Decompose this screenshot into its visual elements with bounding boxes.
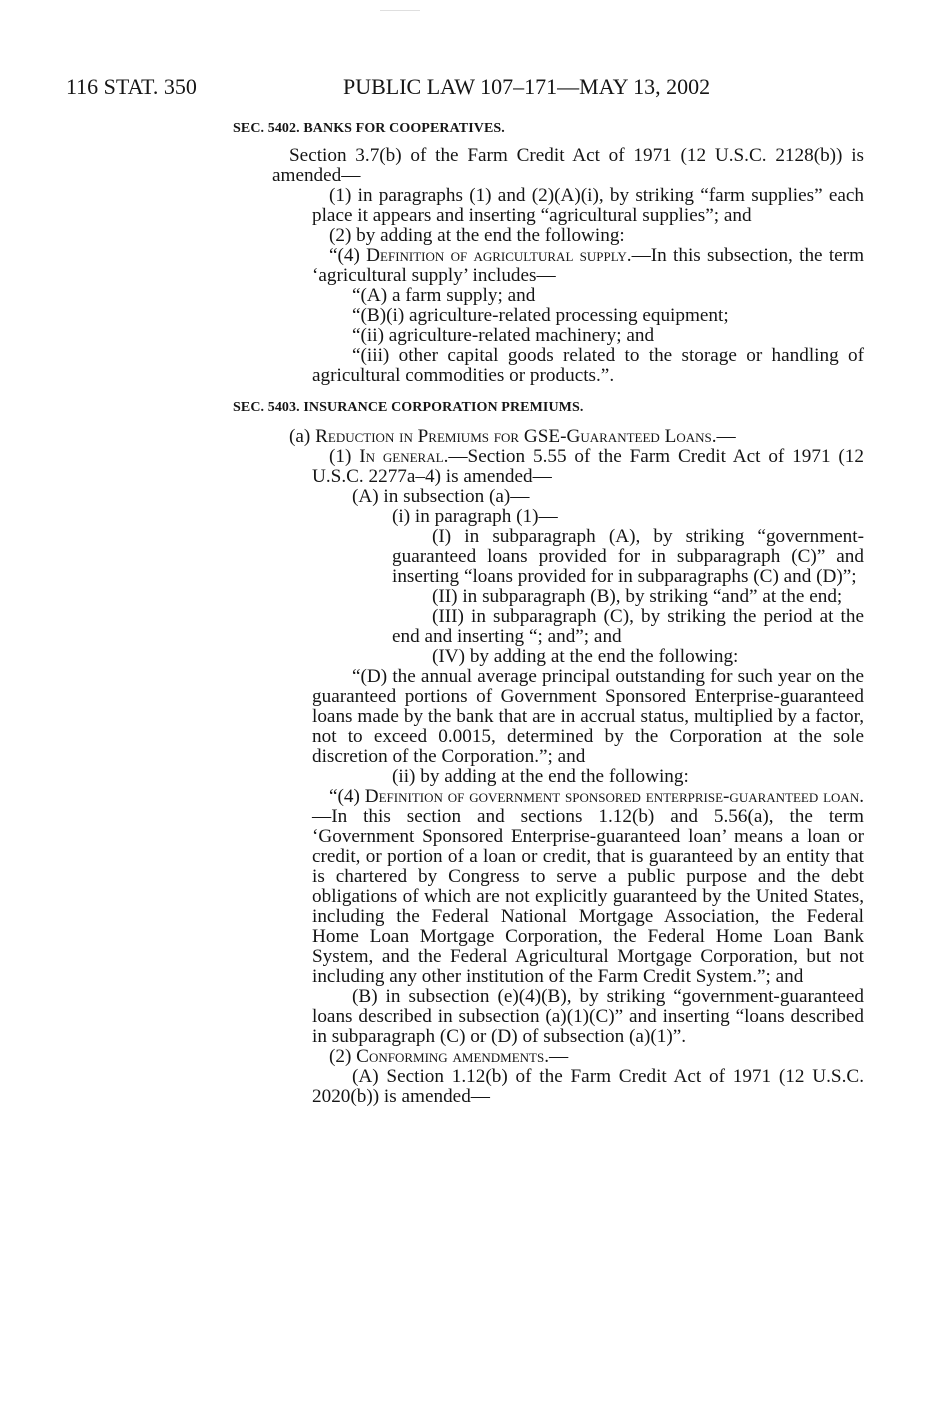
section-5403-para-1 (272, 447, 864, 487)
public-law-title: PUBLIC LAW 107–171—MAY 13, 2002 (343, 74, 711, 99)
section-5403-clause-ii: (ii) by adding at the end the following: (392, 766, 689, 787)
section-5403-para-2-subpara-a: (A) Section 1.12(b) of the Farm Credit Act of 1971 (12 U.S.C. 2020(b)) is amended— (312, 1066, 864, 1107)
para-2-number: (2) (329, 1046, 357, 1067)
section-5403-definition-4 (272, 787, 864, 987)
definition-text: .—In this subsection, the term ‘agricultural supply’ includes— (312, 245, 864, 286)
scan-mark (380, 10, 420, 15)
definition-4-text: .—In this section and sections 1.12(b) and 5.56(a), the term ‘Government Sponsored Enterprise-guaranteed loan’ means a loan or credit, or portion of a loan or credit, that is guaranteed by an entity that is chartered by Congress to serve a public purpose and the debt obligations of which are not explicitly guaranteed by the United States, including the Federal National Mortgage Association, the Federal Home Loan Mortgage Corporation, the Federal Home Loan Bank System, and the Federal Agricultural Mortgage Corporation, but not including any other institution of the Farm Credit System.”; and (312, 786, 865, 987)
section-5402-para-2: (2) by adding at the end the following: (329, 225, 625, 246)
para-2-dash: .— (544, 1046, 569, 1067)
definition-4-number: “(4) (329, 786, 365, 807)
para-1-text: .—Section 5.55 of the Farm Credit Act of 1971 (12 U.S.C. 2277a–4) is amended— (312, 446, 864, 487)
section-5402-item-iii: “(iii) other capital goods related to the storage or handling of agricultural commodities or products.”. (312, 345, 864, 386)
section-5403-subpara-a: (A) in subsection (a)— (352, 486, 530, 507)
section-5402-para-1: (1) in paragraphs (1) and (2)(A)(i), by striking “farm supplies” each place it appears and inserting “agricultural supplies”; and (312, 185, 864, 226)
section-5403-subsection-a (272, 427, 864, 447)
para-2-heading: Conforming amendments (356, 1046, 545, 1067)
section-5403-subclause-II: (II) in subparagraph (B), by striking “and” at the end; (432, 586, 843, 607)
section-5402-definition (272, 246, 864, 286)
statute-page-number: 116 STAT. 350 (66, 74, 197, 99)
section-5403-subclause-I: (I) in subparagraph (A), by striking “government-guaranteed loans provided for in subparagraph (C)” and inserting “loans provided for in subparagraphs (C) and (D)”; (392, 526, 864, 587)
subsection-a-heading: Reduction in Premiums for GSE-Guaranteed Loans (315, 426, 712, 447)
document-body (233, 119, 865, 1107)
subsection-a-number: (a) (289, 426, 316, 447)
section-5403-subclause-IV: (IV) by adding at the end the following: (432, 646, 739, 667)
section-5403-item-d: “(D) the annual average principal outstanding for such year on the guaranteed portions of Government Sponsored Enterprise-guaranteed loans made by the bank that are in accrual status, multiplied by a factor, not to exceed 0.0015, determined by the Corporation at the sole discretion of the Corporation.”; and (312, 666, 864, 767)
section-5402-intro: Section 3.7(b) of the Farm Credit Act of 1971 (12 U.S.C. 2128(b)) is amended— (272, 145, 864, 186)
section-5402-item-a: “(A) a farm supply; and (352, 285, 536, 306)
definition-number: “(4) (329, 245, 367, 266)
para-1-heading: In general (359, 446, 444, 467)
section-5402-item-b-i: “(B)(i) agriculture-related processing equipment; (352, 305, 729, 326)
para-1-number: (1) (329, 446, 360, 467)
section-5403-subclause-III: (III) in subparagraph (C), by striking the period at the end and inserting “; and”; and (392, 606, 864, 647)
section-5403-subpara-b: (B) in subsection (e)(4)(B), by striking “government-guaranteed loans described in subsection (a)(1)(C)” and inserting “loans described in subparagraph (C) or (D) of subsection (a)(1)”. (312, 986, 864, 1047)
definition-heading: Definition of agricultural supply (366, 245, 627, 266)
section-heading-5402: SEC. 5402. BANKS FOR COOPERATIVES. (233, 121, 505, 136)
section-heading-5403: SEC. 5403. INSURANCE CORPORATION PREMIUMS. (233, 400, 584, 415)
section-5403-para-2 (272, 1047, 864, 1067)
definition-4-heading: Definition of government sponsored enterprise-guaranteed loan (364, 786, 860, 807)
section-5402-item-ii: “(ii) agriculture-related machinery; and (352, 325, 655, 346)
subsection-a-dash: .— (711, 426, 736, 447)
section-5403-clause-i: (i) in paragraph (1)— (392, 506, 558, 527)
